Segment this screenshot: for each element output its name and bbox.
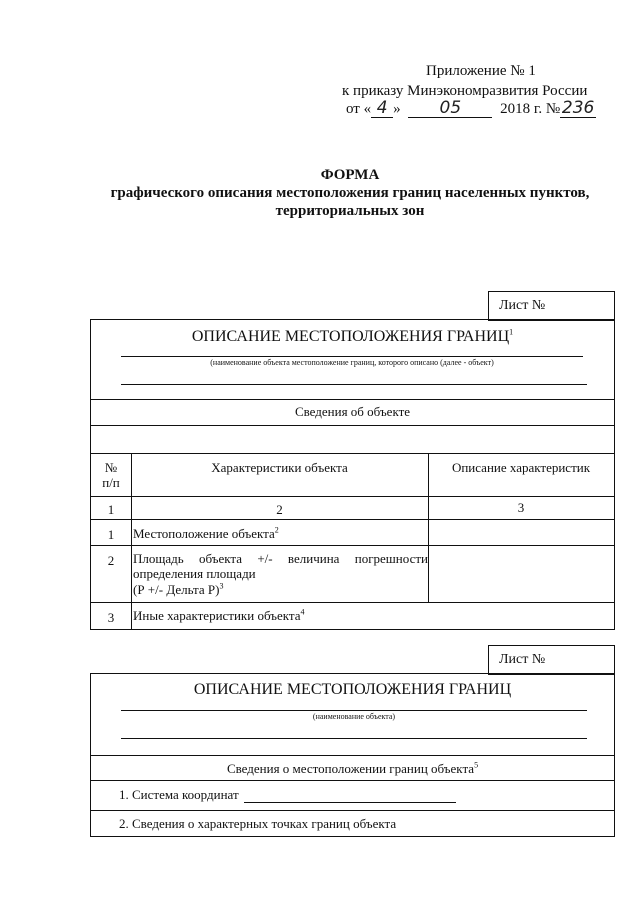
- row-3-label: Иные характеристики объекта$^4$: [133, 607, 305, 623]
- sheet-number-box-2: [488, 645, 615, 675]
- row-divider: [91, 425, 614, 426]
- column-divider: [428, 453, 429, 602]
- row-divider: [91, 545, 614, 546]
- boundary-description-table: [90, 673, 615, 837]
- object-name-line: [121, 356, 583, 357]
- object-description-table: [90, 319, 615, 630]
- boundary-points-label: 2. Сведения о характерных точках границ объекта: [119, 816, 397, 831]
- row-divider: [91, 453, 614, 454]
- column-header-characteristics: Характеристики объекта: [211, 460, 348, 475]
- sheet-number-box: [488, 291, 615, 321]
- order-day: 4: [371, 100, 393, 118]
- column-number-2: 2: [276, 502, 283, 517]
- coordinate-system-label: 1. Система координат: [119, 787, 239, 802]
- order-reference: к приказу Минэкономразвития России: [342, 83, 588, 99]
- row-divider: [91, 519, 614, 520]
- table-heading: ОПИСАНИЕ МЕСТОПОЛОЖЕНИЯ ГРАНИЦ$^1$: [191, 327, 514, 345]
- column-header-num: № п/п: [102, 460, 120, 490]
- row-1-label: Местоположение объекта$^2$: [133, 525, 279, 541]
- row-2-footnote: 3: [219, 581, 224, 591]
- object-name-line-2: [121, 384, 587, 385]
- row-divider: [91, 810, 614, 811]
- form-title: ФОРМА: [320, 167, 380, 183]
- order-date-line: [346, 100, 596, 118]
- object-name-line-2: [121, 738, 587, 739]
- section-footnote: 5: [474, 760, 479, 770]
- appendix-label: Приложение № 1: [426, 63, 536, 79]
- object-name-line: [121, 710, 587, 711]
- row-divider: [91, 496, 614, 497]
- column-number-1: 1: [107, 502, 115, 517]
- order-number: 236: [561, 98, 595, 118]
- date-prefix: от «: [346, 101, 372, 117]
- row-1-footnote: 2: [274, 525, 279, 535]
- row-1-num: 1: [107, 527, 115, 542]
- section-title: Сведения о местоположении границ объекта$^5$: [226, 760, 479, 776]
- order-month: 05: [408, 100, 492, 118]
- row-divider: [91, 780, 614, 781]
- object-name-caption: (наименование объекта местоположение границ, которого описано (далее - объект): [210, 358, 494, 367]
- row-2-num: 2: [107, 553, 115, 568]
- row-3-num: 3: [107, 610, 115, 625]
- date-separator: »: [393, 101, 401, 117]
- form-subtitle-line1: графического описания местоположения границ населенных пунктов,: [110, 185, 590, 201]
- row-2-extra: (Р +/- Дельта Р)$^3$: [133, 581, 224, 597]
- column-header-description: Описание характеристик: [451, 460, 591, 475]
- row-divider: [91, 399, 614, 400]
- row-3-footnote: 4: [300, 607, 305, 617]
- sheet-number-label: Лист №: [499, 298, 546, 313]
- column-divider: [131, 453, 132, 629]
- order-year: 2018 г. №: [500, 101, 561, 117]
- coordinate-system-field: [244, 802, 456, 803]
- row-2-label: Площадь объекта +/- величина погрешности определения площади: [133, 551, 428, 581]
- section-title: Сведения об объекте: [294, 404, 411, 419]
- row-divider: [91, 755, 614, 756]
- object-name-caption: (наименование объекта): [312, 712, 396, 721]
- form-subtitle-line2: территориальных зон: [275, 203, 425, 219]
- table-heading: ОПИСАНИЕ МЕСТОПОЛОЖЕНИЯ ГРАНИЦ: [193, 681, 512, 698]
- row-divider: [91, 602, 614, 603]
- heading-footnote: 1: [509, 327, 514, 337]
- column-number-3: 3: [517, 500, 525, 515]
- sheet-number-label: Лист №: [499, 652, 546, 667]
